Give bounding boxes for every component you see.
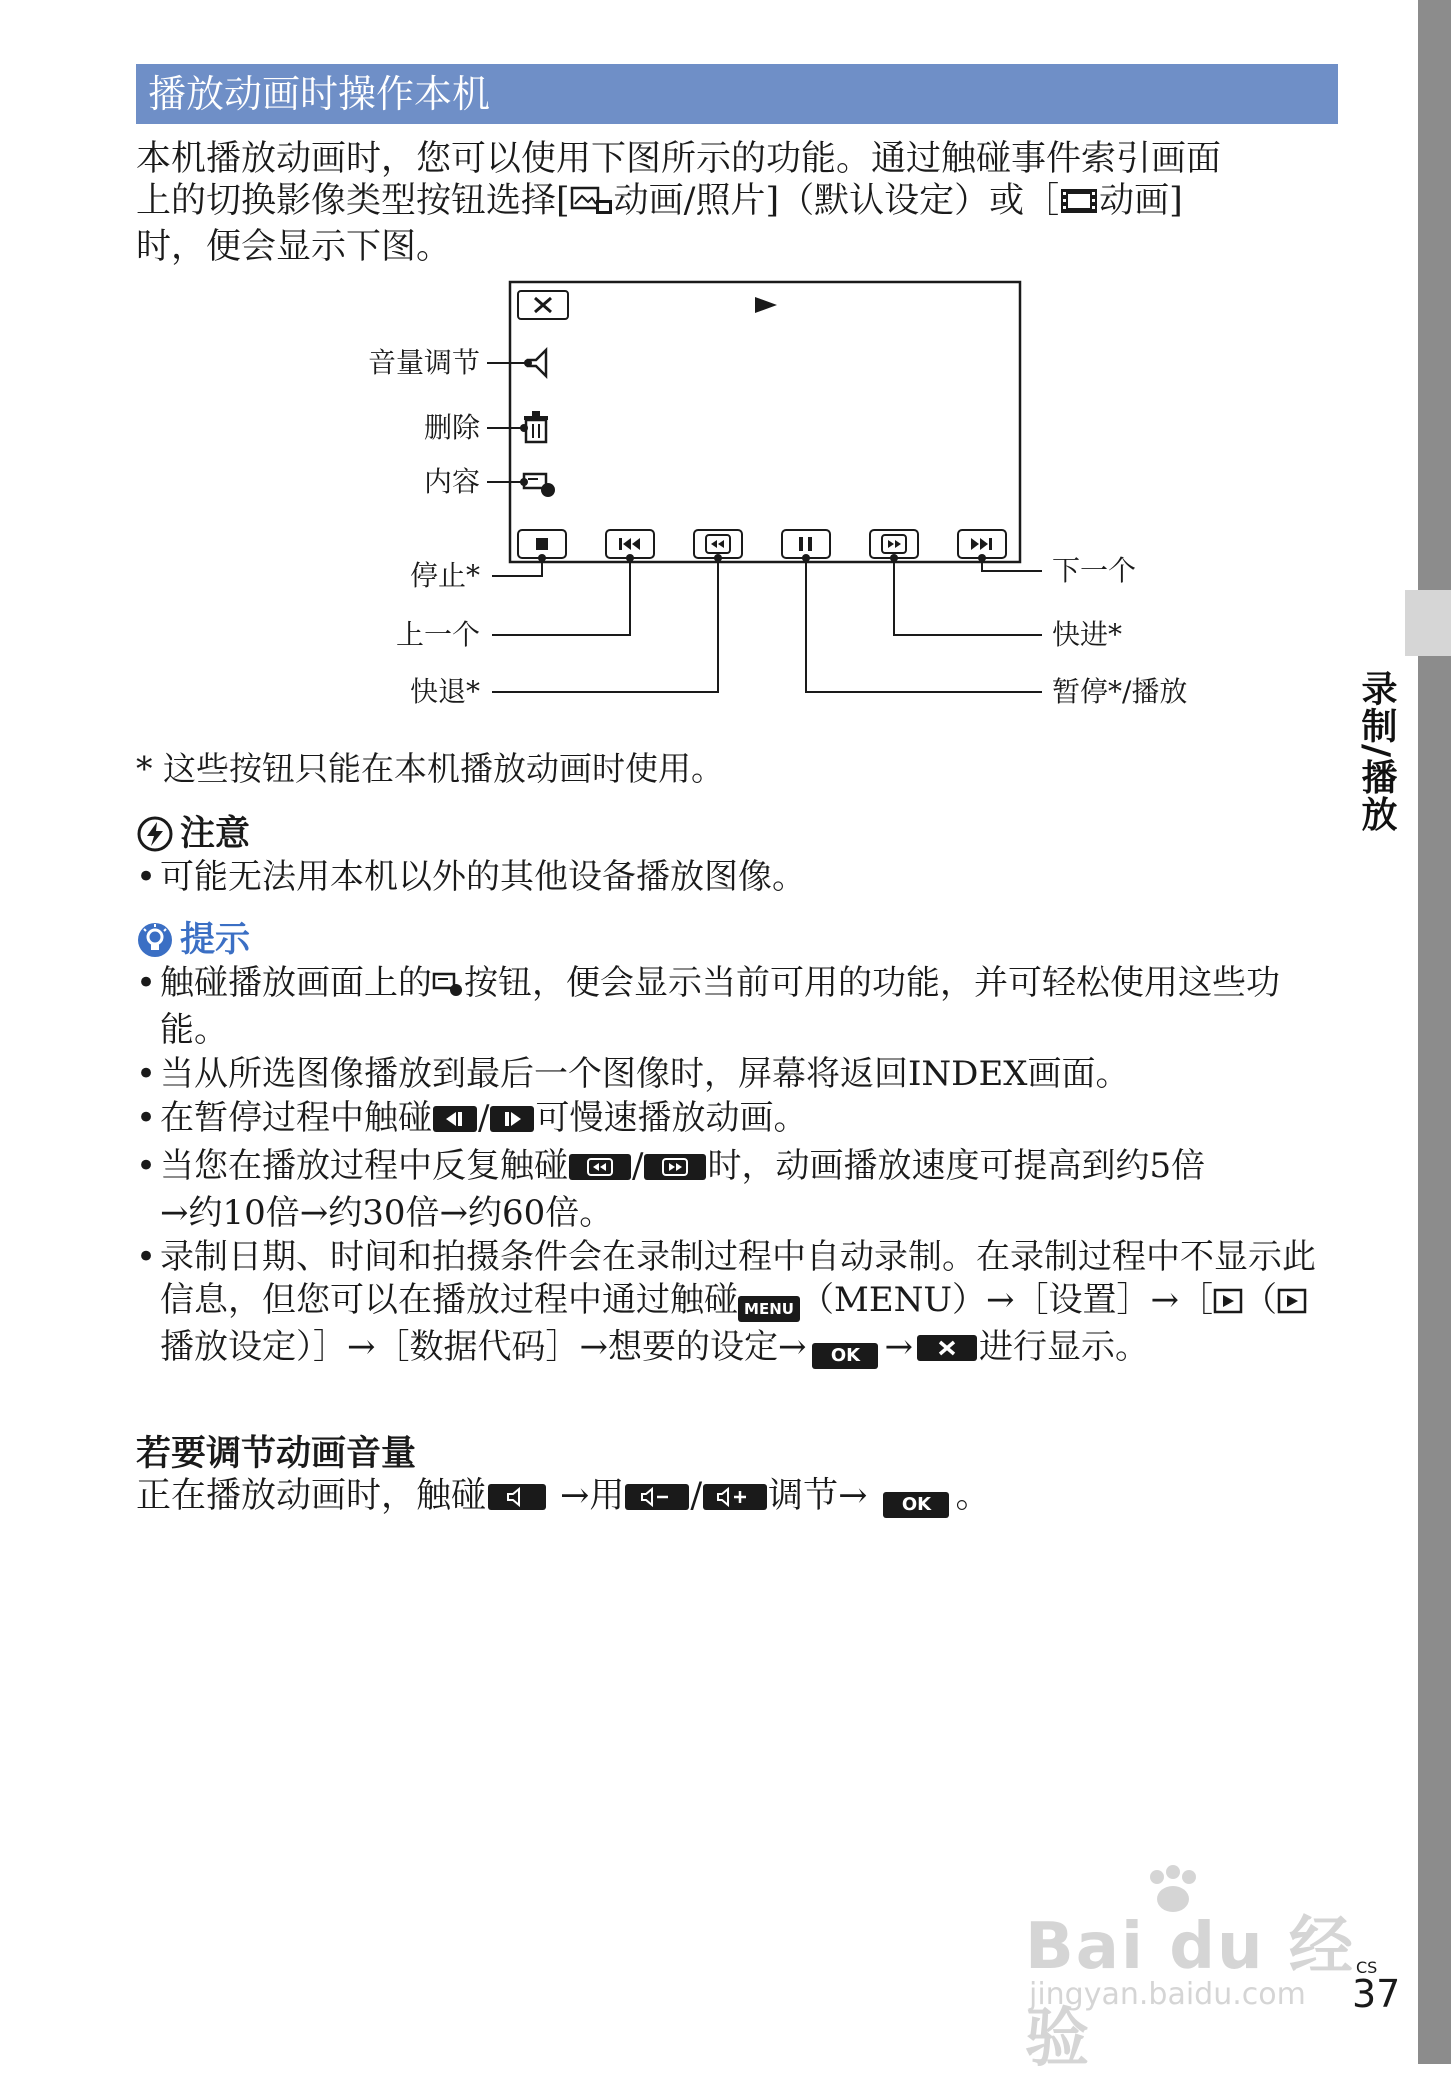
tip-item-5: • 录制日期、时间和拍摄条件会在录制过程中自动录制。在录制过程中不显示此信息，但您可以在播放过程中通过触碰 MENU （MENU）→［设置］→［ （播放设定）］→［数据代码］→想要的设定→ OK → 进行显示。 — [136, 1236, 1336, 1373]
tips-heading: 提示 — [136, 912, 250, 968]
intro-line-1: 本机播放动画时，您可以使用下图所示的功能。通过触碰事件索引画面 — [136, 139, 1222, 179]
page-number: 37 — [1352, 1972, 1401, 2016]
close-icon — [913, 1330, 979, 1373]
label-previous: 上一个 — [395, 618, 480, 651]
slow-forward-icon — [489, 1101, 535, 1144]
playback-icon — [1213, 1283, 1243, 1326]
section-title: 播放动画时操作本机 — [136, 64, 1338, 124]
rewind-icon — [568, 1149, 632, 1192]
label-rewind: 快退* — [409, 675, 480, 708]
stop-icon[interactable] — [518, 530, 566, 558]
label-next: 下一个 — [1052, 554, 1137, 587]
note-list — [136, 856, 1336, 900]
label-pause-play: 暂停*/播放 — [1052, 675, 1188, 708]
label-delete: 删除 — [423, 411, 480, 444]
volume-up-icon — [702, 1479, 768, 1521]
tips-list — [136, 962, 1336, 1374]
volume-icon — [486, 1479, 548, 1521]
movie-icon — [1059, 184, 1099, 226]
page-edge-bar — [1418, 0, 1451, 2064]
chapter-tab-marker — [1405, 590, 1451, 656]
volume-instruction: 正在播放动画时，触碰 →用 / 调节→ OK 。 — [136, 1475, 1336, 1521]
slow-reverse-icon — [432, 1101, 478, 1144]
volume-section-title: 若要调节动画音量 — [136, 1434, 417, 1474]
fast-forward-icon — [643, 1149, 707, 1192]
fast-forward-icon[interactable] — [870, 530, 918, 558]
tip-item-3: • 在暂停过程中触碰 / 可慢速播放动画。 — [136, 1097, 1336, 1144]
label-fast-forward: 快进* — [1052, 618, 1123, 651]
label-stop: 停止* — [409, 559, 480, 592]
screen-frame — [510, 282, 1020, 562]
pause-icon[interactable] — [782, 530, 830, 558]
intro-paragraph — [136, 138, 1336, 268]
note-heading: 注意 — [136, 806, 250, 862]
ok-button-icon: OK — [812, 1343, 878, 1369]
rewind-icon[interactable] — [694, 530, 742, 558]
tip-item-1: • 触碰播放画面上的 按钮，便会显示当前可用的功能，并可轻松使用这些功能。 — [136, 962, 1336, 1052]
tip-item-4: • 当您在播放过程中反复触碰 / 时，动画播放速度可提高到约5倍 →约10倍→约30倍→约60倍。 — [136, 1145, 1336, 1235]
label-context: 内容 — [423, 465, 480, 498]
previous-icon[interactable] — [606, 530, 654, 558]
movie-photo-icon — [570, 184, 614, 226]
menu-button-icon: MENU — [738, 1296, 800, 1322]
playback-icon — [1277, 1283, 1307, 1326]
note-item: • 可能无法用本机以外的其他设备播放图像。 — [136, 856, 1336, 899]
baidu-watermark: Bai du 经验 jingyan.baidu.com — [1025, 1865, 1355, 2025]
lightbulb-icon — [136, 921, 174, 968]
tip-item-2: • 当从所选图像播放到最后一个图像时，屏幕将返回INDEX画面。 — [136, 1053, 1336, 1096]
close-icon[interactable] — [518, 291, 568, 319]
intro-line-3: 时，便会显示下图。 — [136, 227, 452, 267]
leader-lines — [492, 558, 1042, 692]
chapter-label: 录制/播放 — [1356, 670, 1397, 833]
page-language-code: CS — [1356, 1958, 1378, 1977]
next-icon[interactable] — [958, 530, 1006, 558]
intro-line-2: 上的切换影像类型按钮选择[ 动画/照片]（默认设定）或［ 动画] — [136, 180, 1336, 226]
footnote: * 这些按钮只能在本机播放动画时使用。 — [136, 749, 724, 788]
volume-down-icon — [624, 1479, 690, 1521]
label-volume: 音量调节 — [367, 346, 480, 379]
context-icon — [432, 966, 464, 1009]
caution-icon — [136, 815, 174, 862]
ok-button-icon: OK — [883, 1492, 949, 1518]
playback-screen-diagram — [340, 270, 1240, 720]
